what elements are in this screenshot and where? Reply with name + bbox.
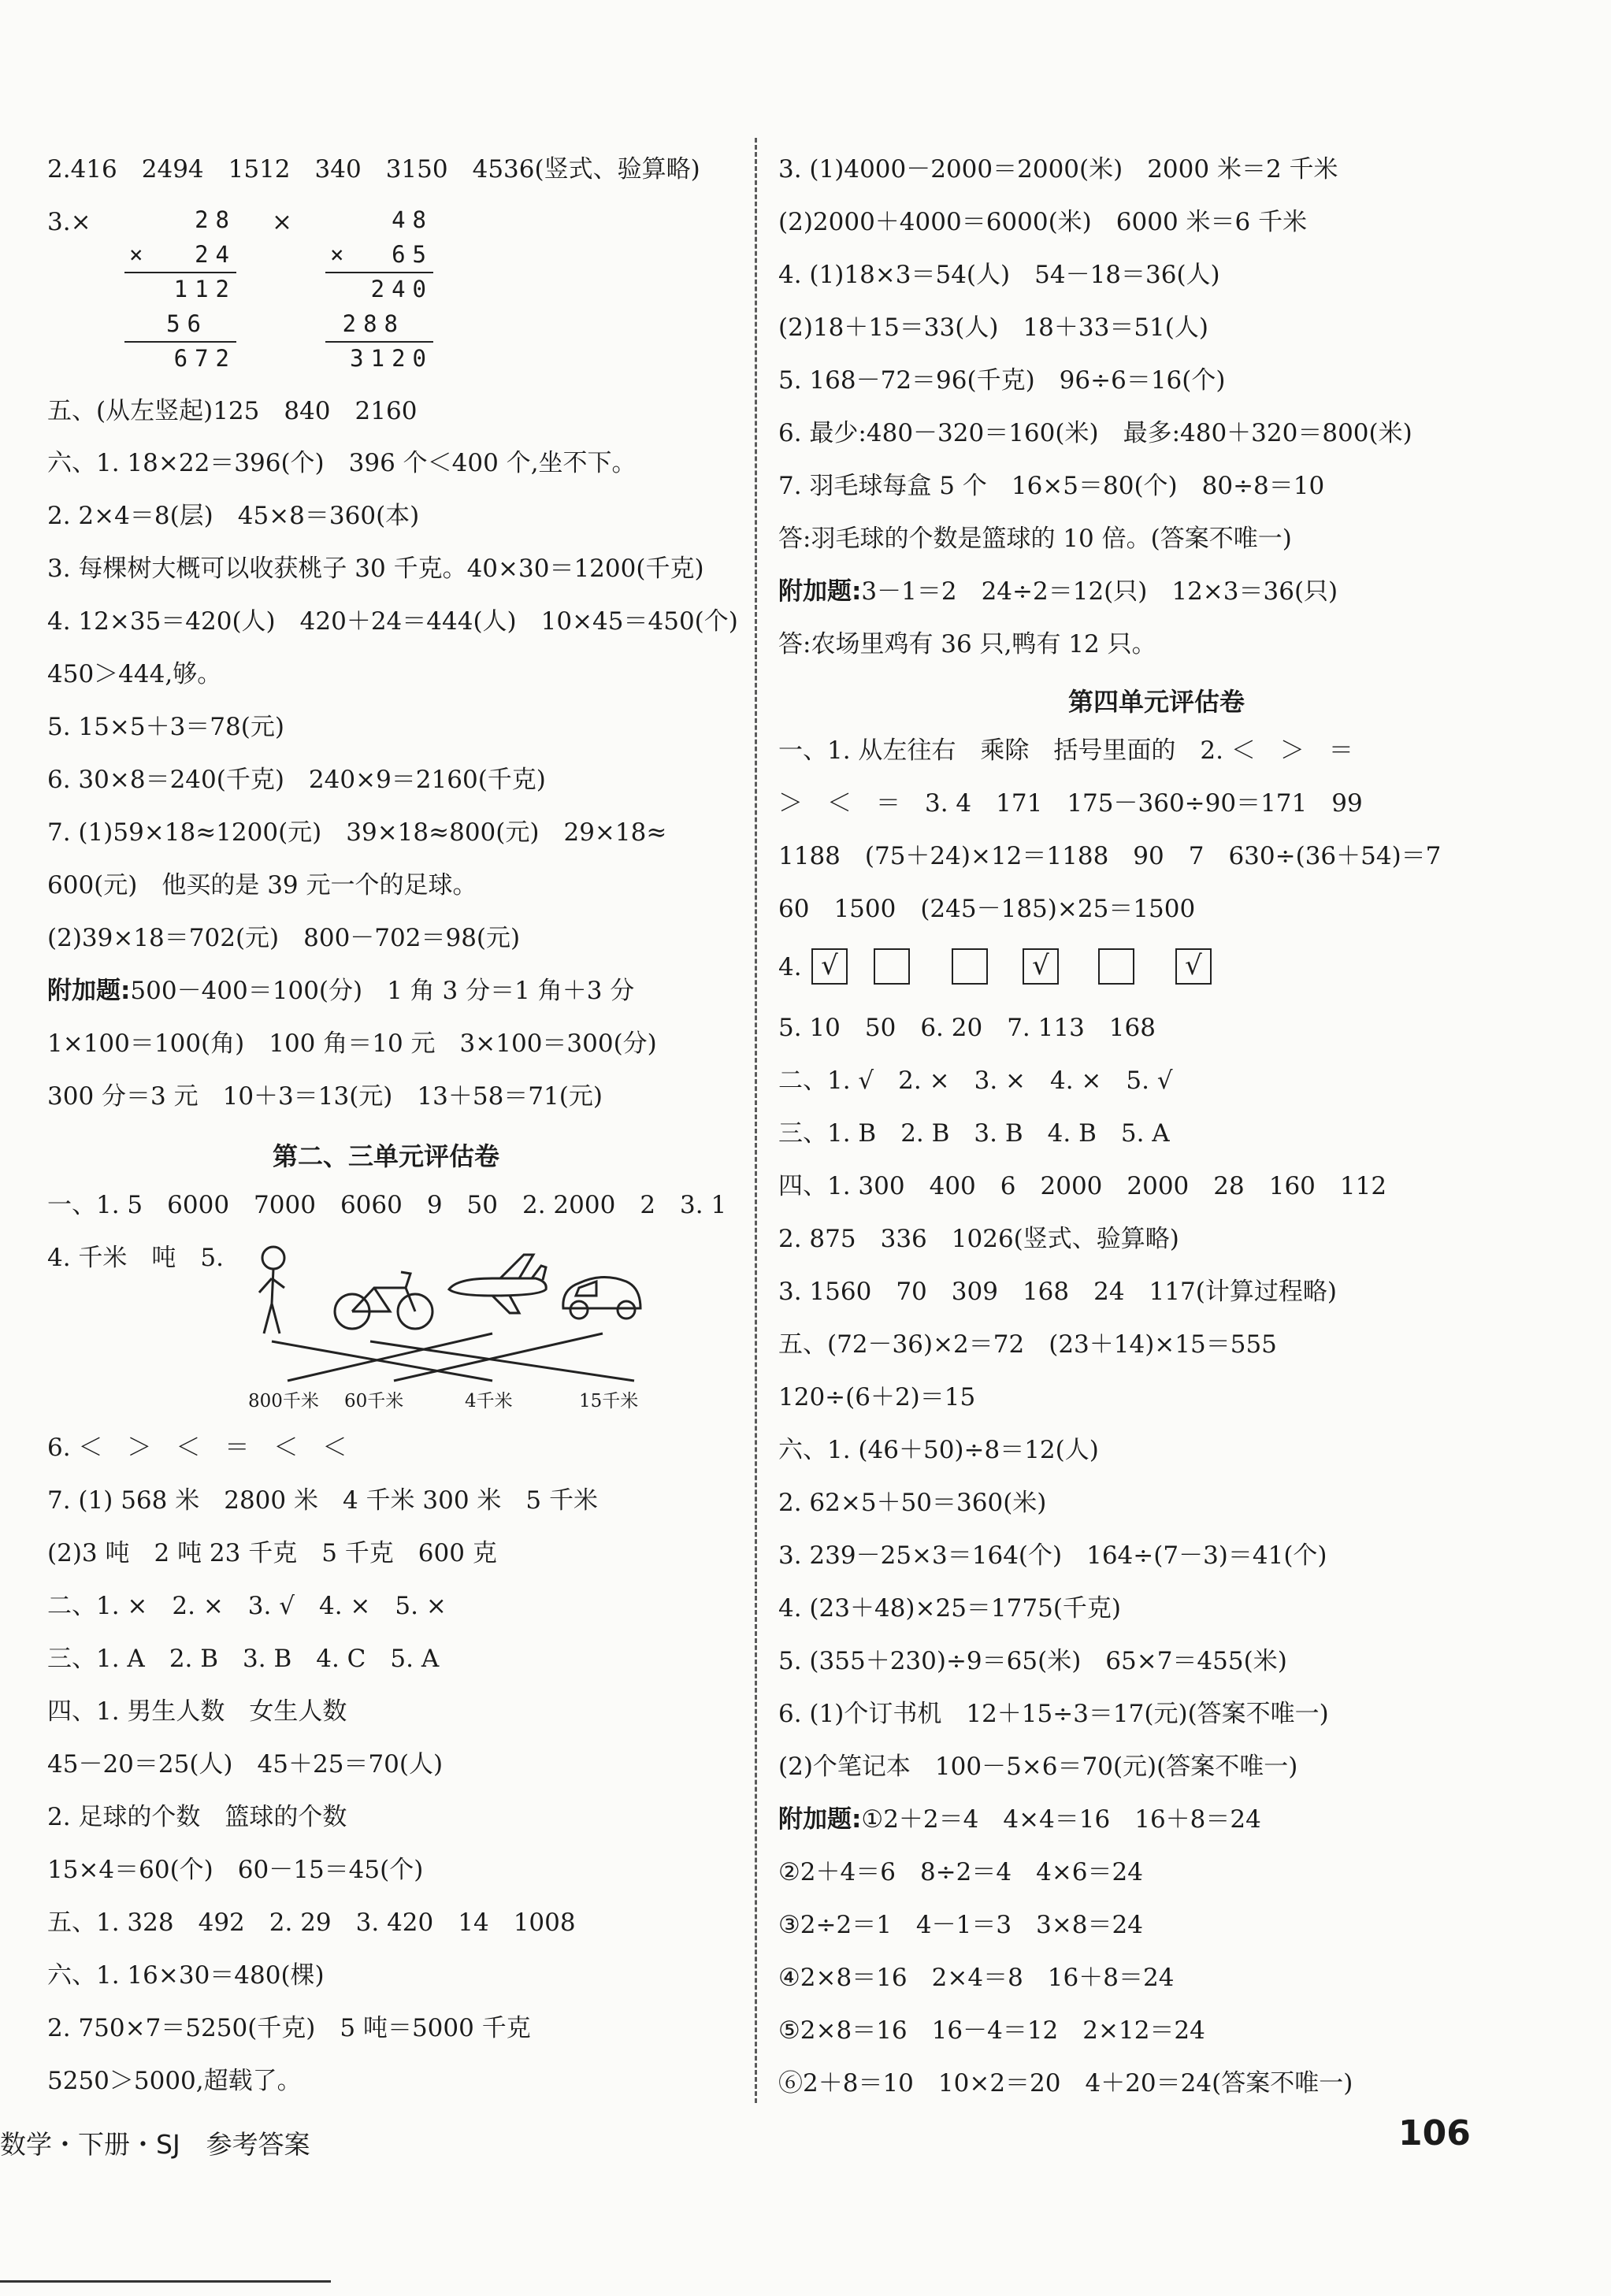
section-heading: 第二、三单元评估卷: [272, 1141, 499, 1171]
checkbox-answer: [1098, 948, 1134, 985]
vertical-multiplication-1: [118, 206, 236, 380]
answer-line: ③2÷2＝1 4－1＝3 3×8＝24: [778, 1911, 1143, 1939]
answer-line: 2. 足球的个数 篮球的个数: [47, 1803, 347, 1831]
multiply-sign: ×: [330, 241, 351, 268]
answer-line: 答:农场里鸡有 36 只,鸭有 12 只。: [778, 630, 1156, 658]
multiplicand: 48: [392, 206, 433, 233]
answer-line: ×: [272, 208, 292, 236]
answer-line: (2)2000＋4000＝6000(米) 6000 米＝6 千米: [778, 208, 1308, 236]
distance-label: 60千米: [344, 1391, 404, 1411]
answer-line: 5. 15×5＋3＝78(元): [47, 713, 284, 741]
rule: [325, 341, 433, 343]
answer-line: 2. 62×5＋50＝360(米): [778, 1489, 1047, 1517]
answer-line: 6. ＜ ＞ ＜ ＝ ＜ ＜: [47, 1434, 347, 1462]
answer-line: 五、(从左竖起)125 840 2160: [47, 397, 418, 425]
answer-line: [47, 975, 634, 1007]
distance-label: 4千米: [465, 1391, 513, 1411]
answer-line: 2. 750×7＝5250(千克) 5 吨＝5000 千克: [47, 2014, 531, 2042]
rule: [124, 341, 236, 343]
partial-product: 288: [342, 310, 405, 337]
footer-book-title: 数学・下册・SJ 参考答案: [0, 2129, 310, 2160]
answer-line: 3. 1560 70 309 168 24 117(计算过程略): [778, 1278, 1337, 1306]
motorbike-icon: [335, 1272, 432, 1329]
partial-product: 56: [166, 310, 208, 337]
walking-person-icon: [259, 1247, 284, 1333]
bonus-label: 附加题:: [47, 977, 131, 1005]
answer-line: ②2＋4＝6 8÷2＝4 4×6＝24: [778, 1858, 1143, 1886]
answer-line: 5. 168－72＝96(千克) 96÷6＝16(个): [778, 366, 1226, 395]
answer-line: 7. 羽毛球每盒 5 个 16×5＝80(个) 80÷8＝10: [778, 472, 1325, 500]
answer-line: 六、1. (46＋50)÷8＝12(人): [778, 1436, 1099, 1464]
product: 672: [173, 345, 236, 372]
answer-line: 3. (1)4000－2000＝2000(米) 2000 米＝2 千米: [778, 155, 1338, 184]
answer-line: 2. 875 336 1026(竖式、验算略): [778, 1225, 1179, 1253]
bonus-label: 附加题:: [778, 577, 862, 606]
answer-line: (2)39×18＝702(元) 800－702＝98(元): [47, 924, 521, 952]
answer-line: ＞ ＜ ＝ 3. 4 171 175－360÷90＝171 99: [778, 789, 1363, 818]
answer-line: 六、1. 16×30＝480(棵): [47, 1961, 325, 1990]
page-number: 106: [1398, 2113, 1471, 2153]
product: 3120: [350, 345, 433, 372]
answer-line: 三、1. B 2. B 3. B 4. B 5. A: [778, 1119, 1170, 1148]
multiply-sign: ×: [129, 241, 150, 268]
answer-line: ⑥2＋8＝10 10×2＝20 4＋20＝24(答案不唯一): [778, 2069, 1353, 2098]
answer-line: 四、1. 男生人数 女生人数: [47, 1697, 347, 1726]
answer-line: 二、1. × 2. × 3. √ 4. × 5. ×: [47, 1592, 447, 1620]
answer-line: 4. (1)18×3＝54(人) 54－18＝36(人): [778, 261, 1220, 289]
checkbox-answer: [952, 948, 988, 985]
answer-line: 四、1. 300 400 6 2000 2000 28 160 112: [778, 1172, 1387, 1200]
bonus-text: ①2＋2＝4 4×4＝16 16＋8＝24: [861, 1805, 1261, 1834]
column-divider: [755, 138, 757, 2103]
bonus-label: 附加题:: [778, 1805, 862, 1834]
answer-line: 15×4＝60(个) 60－15＝45(个): [47, 1856, 424, 1884]
answer-line: 4. (23＋48)×25＝1775(千克): [778, 1594, 1122, 1623]
answer-line: 答:羽毛球的个数是篮球的 10 倍。(答案不唯一): [778, 525, 1292, 553]
answer-line: 45－20＝25(人) 45＋25＝70(人): [47, 1750, 444, 1779]
multiplier: 24: [195, 241, 236, 268]
answer-line: ⑤2×8＝16 16－4＝12 2×12＝24: [778, 2016, 1205, 2045]
answer-line: 5250＞5000,超载了。: [47, 2067, 302, 2095]
car-icon: [563, 1277, 640, 1319]
section-heading: 第四单元评估卷: [1067, 687, 1245, 717]
checkbox-answer: √: [1175, 948, 1212, 985]
vertical-multiplication-2: [319, 206, 433, 380]
answer-line: 5. (355＋230)÷9＝65(米) 65×7＝455(米): [778, 1647, 1287, 1675]
answer-line: 300 分＝3 元 10＋3＝13(元) 13＋58＝71(元): [47, 1082, 603, 1111]
airplane-icon: [449, 1255, 546, 1313]
bonus-text: 3－1＝2 24÷2＝12(只) 12×3＝36(只): [861, 577, 1338, 606]
answer-line: 一、1. 5 6000 7000 6060 9 50 2. 2000 2 3. 1: [47, 1191, 727, 1219]
answer-line: 450＞444,够。: [47, 660, 222, 688]
answer-line: 1×100＝100(角) 100 角＝10 元 3×100＝300(分): [47, 1029, 657, 1058]
answer-line: 2. 2×4＝8(层) 45×8＝360(本): [47, 502, 420, 530]
answer-line: 2.416 2494 1512 340 3150 4536(竖式、验算略): [47, 155, 700, 184]
rule: [325, 272, 433, 273]
matching-lines: [272, 1333, 634, 1381]
answer-line: 6. 最少:480－320＝160(米) 最多:480＋320＝800(米): [778, 419, 1412, 447]
answer-line: 6. (1)个订书机 12＋15÷3＝17(元)(答案不唯一): [778, 1700, 1329, 1728]
bonus-text: 500－400＝100(分) 1 角 3 分＝1 角＋3 分: [130, 977, 635, 1005]
partial-product: 112: [173, 276, 236, 302]
answer-line: 1188 (75＋24)×12＝1188 90 7 630÷(36＋54)＝7: [778, 842, 1442, 870]
answer-line: 4. 12×35＝420(人) 420＋24＝444(人) 10×45＝450(个): [47, 607, 738, 636]
answer-line: (2)3 吨 2 吨 23 千克 5 千克 600 克: [47, 1539, 497, 1567]
answer-line: 一、1. 从左往右 乘除 括号里面的 2. ＜ ＞ ＝: [778, 736, 1353, 765]
answer-line: 六、1. 18×22＝396(个) 396 个＜400 个,坐不下。: [47, 449, 637, 477]
answer-line: 三、1. A 2. B 3. B 4. C 5. A: [47, 1645, 440, 1673]
checkbox-answer: √: [1023, 948, 1059, 985]
partial-product: 240: [370, 276, 433, 302]
distance-label: 15千米: [579, 1391, 639, 1411]
answer-line: 5. 10 50 6. 20 7. 113 168: [778, 1014, 1156, 1042]
answer-line: 4. 千米 吨 5.: [47, 1244, 225, 1272]
answer-line: 二、1. √ 2. × 3. × 4. × 5. √: [778, 1066, 1173, 1095]
rule: [124, 272, 236, 273]
answer-line: (2)18＋15＝33(人) 18＋33＝51(人): [778, 313, 1208, 342]
answer-line: 4.: [778, 953, 802, 981]
checkbox-answer: √: [811, 948, 848, 985]
answer-line: 3. 每棵树大概可以收获桃子 30 千克。40×30＝1200(千克): [47, 555, 704, 583]
answer-line: 7. (1)59×18≈1200(元) 39×18≈800(元) 29×18≈: [47, 818, 667, 847]
bottom-rule: [0, 2280, 331, 2283]
answer-line: 6. 30×8＝240(千克) 240×9＝2160(千克): [47, 766, 546, 794]
answer-line: 120÷(6＋2)＝15: [778, 1383, 976, 1411]
answer-line: 五、1. 328 492 2. 29 3. 420 14 1008: [47, 1908, 576, 1937]
answer-line: 3.×: [47, 208, 91, 236]
answer-line: 7. (1) 568 米 2800 米 4 千米 300 米 5 千米: [47, 1486, 598, 1515]
matching-figure: [232, 1241, 658, 1418]
answer-line: (2)个笔记本 100－5×6＝70(元)(答案不唯一): [778, 1753, 1298, 1781]
distance-label: 800千米: [248, 1391, 319, 1411]
answer-line: 60 1500 (245－185)×25＝1500: [778, 895, 1196, 923]
answer-line: [778, 576, 1338, 607]
multiplicand: 28: [195, 206, 236, 233]
multiplier: 65: [392, 241, 433, 268]
checkbox-answer: [874, 948, 910, 985]
answer-line: 3. 239－25×3＝164(个) 164÷(7－3)＝41(个): [778, 1541, 1327, 1570]
answer-line: 600(元) 他买的是 39 元一个的足球。: [47, 871, 477, 899]
answer-line: ④2×8＝16 2×4＝8 16＋8＝24: [778, 1964, 1175, 1992]
answer-line: [778, 1804, 1261, 1835]
answer-line: 五、(72－36)×2＝72 (23＋14)×15＝555: [778, 1330, 1277, 1359]
